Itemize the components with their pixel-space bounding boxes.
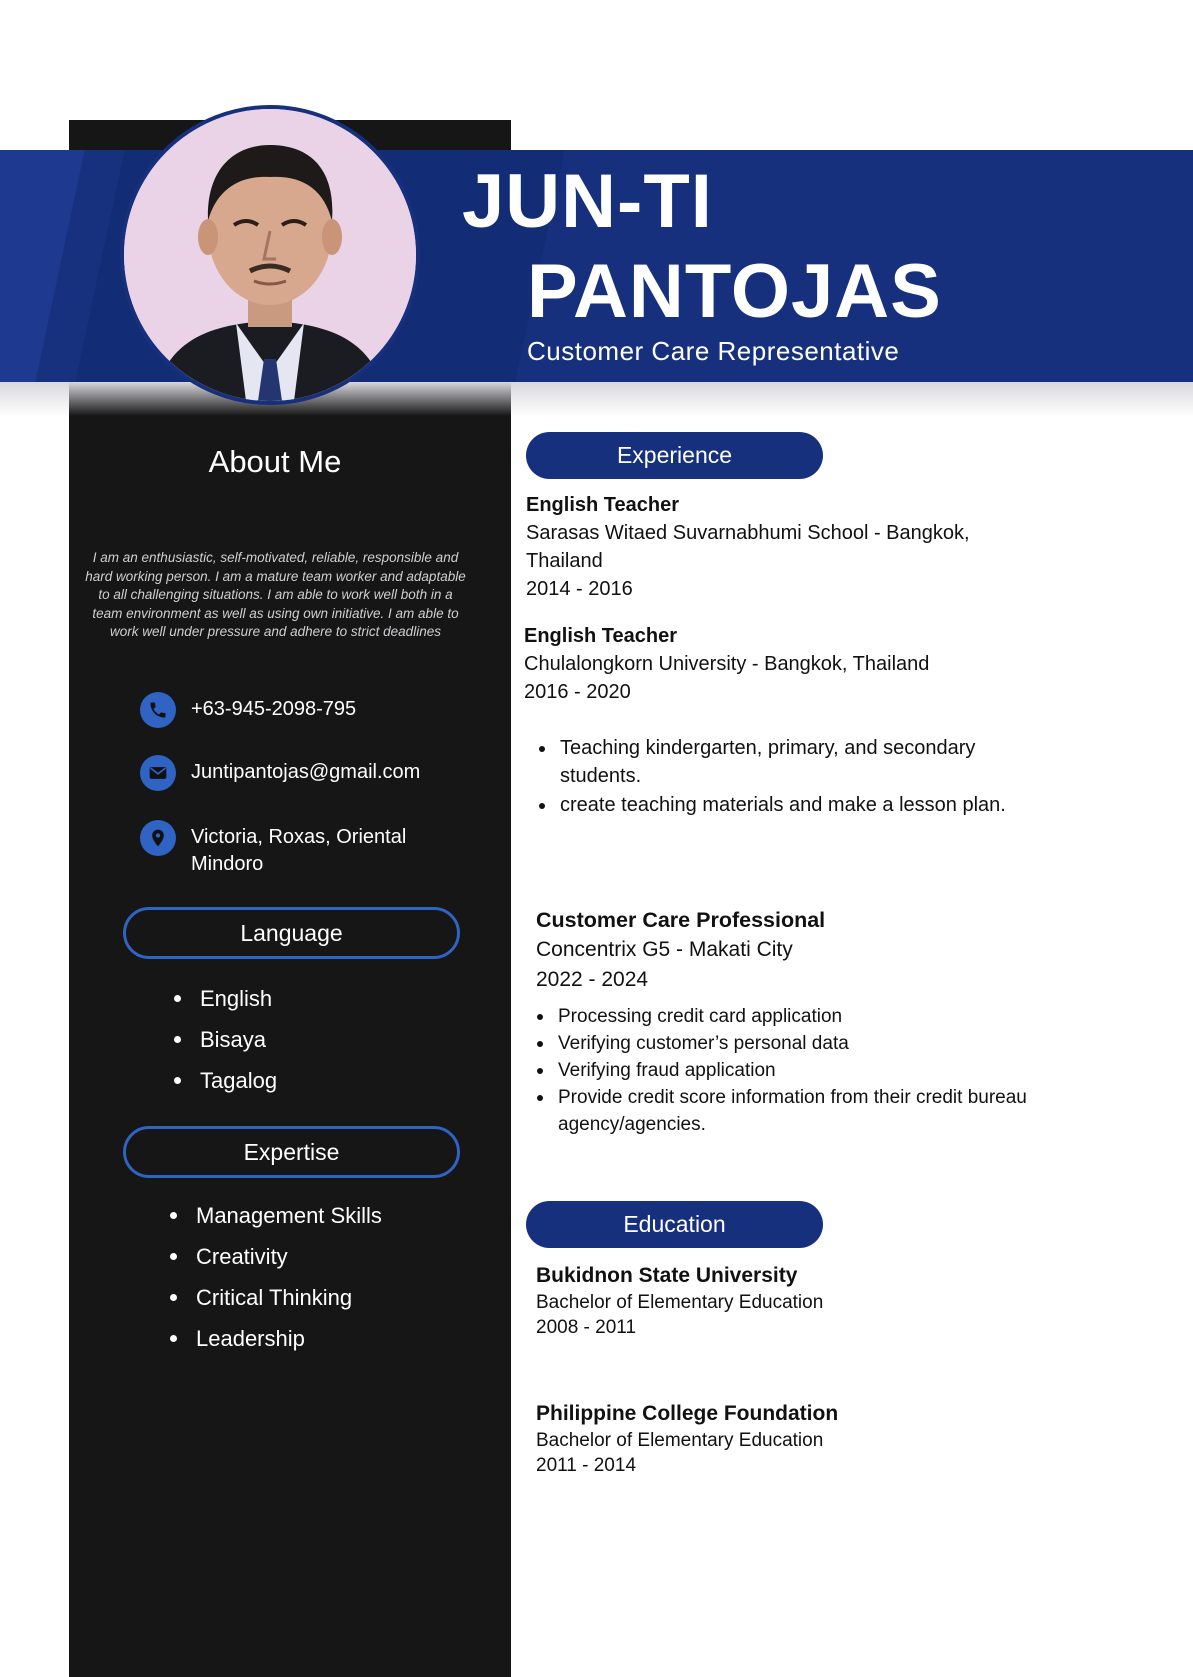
experience-heading: Experience [526, 432, 823, 479]
education-entry [536, 1262, 823, 1340]
expertise-item: Critical Thinking [170, 1277, 382, 1318]
education-heading: Education [526, 1201, 823, 1248]
job-entry [536, 905, 1096, 995]
address-text [191, 824, 406, 878]
expertise-item: Management Skills [170, 1195, 382, 1236]
banner-shadow [0, 382, 1193, 416]
about-title: About Me [208, 444, 342, 479]
expertise-heading: Expertise [123, 1126, 460, 1178]
education-entry [536, 1400, 838, 1478]
language-item: Bisaya [174, 1019, 277, 1060]
duty-item: Provide credit score information from their credit bureau agency/agencies. [534, 1084, 1124, 1138]
job-years: 2016 - 2020 [524, 681, 631, 703]
job-place: Chulalongkorn University - Bangkok, Thailand [524, 653, 930, 675]
job-title: Customer Care Professional [536, 908, 826, 932]
location-pin-icon [140, 820, 176, 856]
job-role: Customer Care Representative [527, 336, 900, 366]
expertise-list [170, 1195, 382, 1359]
email-address: Juntipantojas@gmail.com [191, 761, 421, 783]
duty-item: create teaching materials and make a lesson plan. [536, 791, 1036, 819]
school-name: Bukidnon State University [536, 1264, 798, 1287]
education-years: 2008 - 2011 [536, 1317, 637, 1338]
school-name: Philippine College Foundation [536, 1402, 839, 1425]
portrait-illustration [124, 109, 416, 401]
mail-icon [140, 755, 176, 791]
job-entry [524, 622, 1084, 706]
expertise-item: Leadership [170, 1318, 382, 1359]
duty-item: Verifying fraud application [534, 1057, 1124, 1084]
teaching-duties-list [536, 734, 1036, 820]
job-title: English Teacher [524, 625, 678, 647]
job-place: Concentrix G5 - Makati City [536, 938, 793, 961]
contact-email [140, 755, 420, 791]
duty-item: Teaching kindergarten, primary, and secondary students. [536, 734, 1036, 790]
about-text: I am an enthusiastic, self-motivated, reliable, responsible and hard working person. I am a mature team worker and adaptable to all challenging situations. I am able to work well both in a team environment as well as using own initiative. I am able to work well under pressure and adhere to strict deadlines [85, 550, 466, 639]
language-item: Tagalog [174, 1060, 277, 1101]
language-list [174, 978, 277, 1101]
contact-phone [140, 692, 356, 728]
job-place: Sarasas Witaed Suvarnabhumi School - Bangkok, [526, 522, 970, 544]
first-name: JUN-TI [462, 159, 713, 244]
address-line-1: Victoria, Roxas, Oriental [191, 826, 407, 848]
job-title: English Teacher [526, 494, 680, 516]
education-years: 2011 - 2014 [536, 1455, 637, 1476]
expertise-item: Creativity [170, 1236, 382, 1277]
duty-item: Verifying customer’s personal data [534, 1030, 1124, 1057]
phone-icon [140, 692, 176, 728]
degree: Bachelor of Elementary Education [536, 1292, 824, 1313]
job-years: 2022 - 2024 [536, 968, 649, 991]
cc-duties-list [534, 1003, 1124, 1138]
phone-number: +63-945-2098-795 [191, 698, 357, 720]
duty-item: Processing credit card application [534, 1003, 1124, 1030]
profile-photo [120, 105, 420, 405]
last-name: PANTOJAS [527, 249, 942, 334]
language-item: English [174, 978, 277, 1019]
job-years: 2014 - 2016 [526, 578, 633, 600]
language-heading: Language [123, 907, 460, 959]
job-place: Thailand [526, 550, 603, 572]
job-entry [526, 491, 1086, 603]
degree: Bachelor of Elementary Education [536, 1430, 824, 1451]
address-line-2: Mindoro [191, 853, 264, 875]
contact-address [140, 820, 406, 878]
